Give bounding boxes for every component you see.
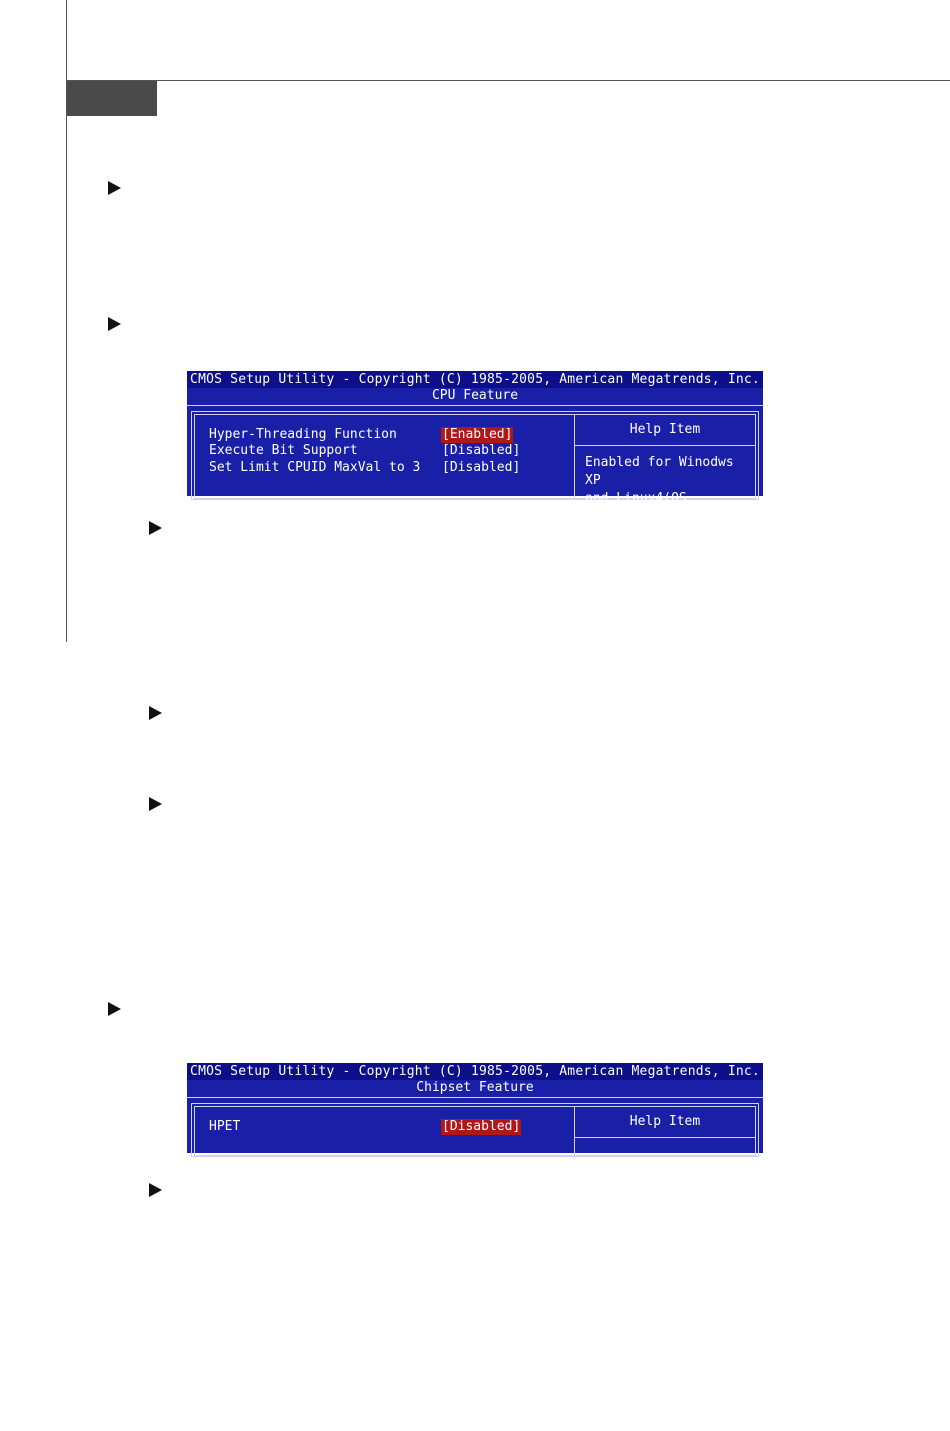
chipset-feature-screenshot — [187, 1063, 763, 1153]
bullet-arrow-icon — [149, 706, 162, 720]
help-line: Enabled for Winodws XP — [585, 455, 734, 488]
help-heading: Help Item — [575, 415, 755, 446]
bios-title-bar: CMOS Setup Utility - Copyright (C) 1985-2005, American Megatrends, Inc. — [187, 371, 763, 388]
bullet-arrow-icon — [108, 317, 121, 331]
setting-label: Execute Bit Support — [209, 443, 358, 458]
help-heading: Help Item — [575, 1107, 755, 1138]
help-panel — [574, 1107, 755, 1155]
help-panel — [574, 415, 755, 524]
help-text — [575, 446, 755, 526]
setting-label: HPET — [209, 1119, 241, 1134]
cpu-feature-screenshot — [187, 371, 763, 524]
setting-value[interactable]: [Disabled] — [442, 443, 521, 458]
setting-label: Set Limit CPUID MaxVal to 3 — [209, 460, 421, 475]
bullet-arrow-icon — [108, 181, 121, 195]
bios-page-title: CPU Feature — [187, 388, 763, 406]
setting-value-selected[interactable]: [Enabled] — [442, 427, 513, 442]
header-rule — [66, 80, 950, 81]
bios-page-title: Chipset Feature — [187, 1080, 763, 1098]
page-number-tab — [67, 81, 157, 116]
bios-settings-panel — [191, 411, 759, 524]
bios-settings-panel — [191, 1103, 759, 1157]
setting-label: Hyper-Threading Function — [209, 427, 397, 442]
bios-title-bar: CMOS Setup Utility - Copyright (C) 1985-2005, American Megatrends, Inc. — [187, 1063, 763, 1080]
bullet-arrow-icon — [149, 1183, 162, 1197]
bullet-arrow-icon — [108, 1002, 121, 1016]
bullet-arrow-icon — [149, 521, 162, 535]
help-line: and Linux4(OS optimiz- — [585, 491, 687, 524]
bullet-arrow-icon — [149, 797, 162, 811]
setting-value-selected[interactable]: [Disabled] — [442, 1119, 521, 1134]
setting-value[interactable]: [Disabled] — [442, 460, 521, 475]
